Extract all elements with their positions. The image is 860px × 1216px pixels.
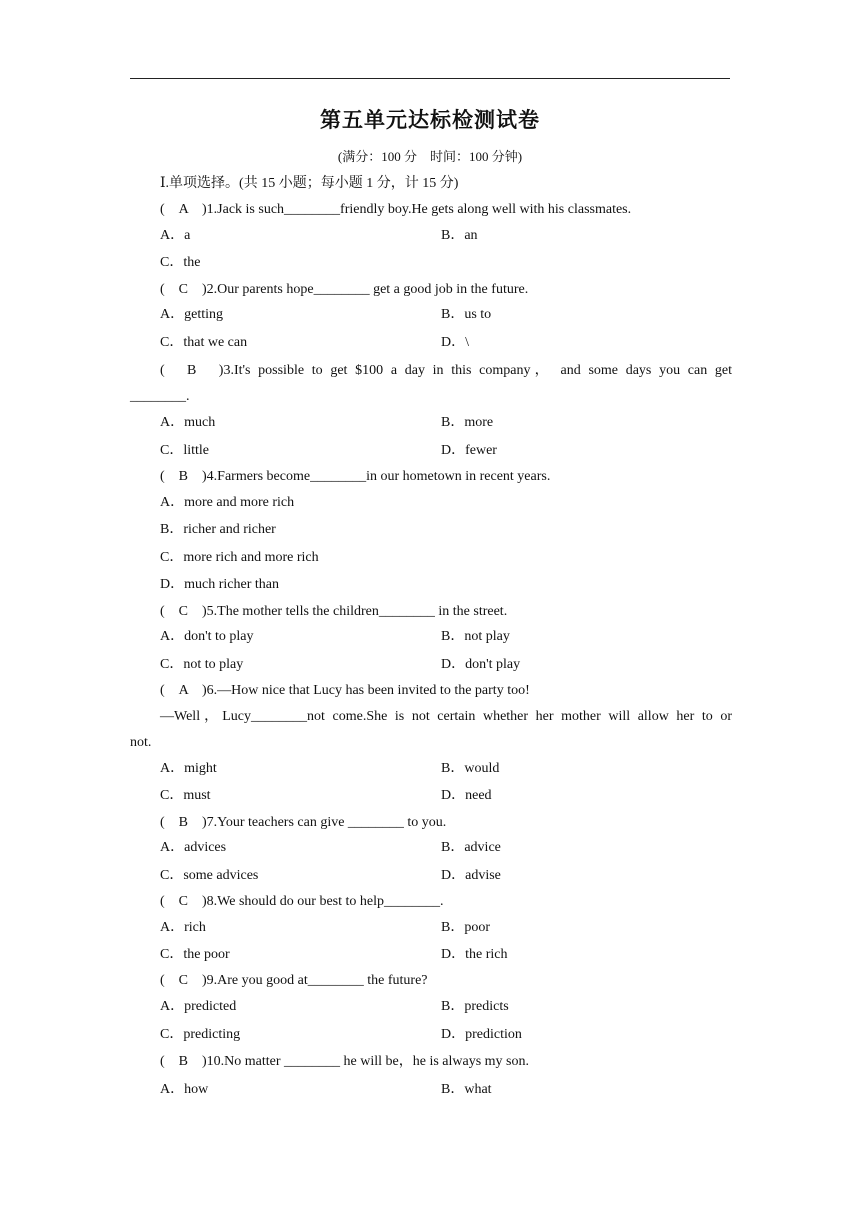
question-2-stem: ( C )2.Our parents hope________ get a good job in the future. [160, 282, 529, 297]
question-7-option-a: A．advices [160, 840, 227, 855]
question-5-option-a: A．don't to play [160, 629, 254, 644]
question-8-option-a: A．rich [160, 920, 206, 935]
question-6-option-d: D．need [441, 788, 492, 803]
question-8-option-c: C．the poor [160, 947, 230, 962]
section-heading: Ⅰ.单项选择。(共 15 小题；每小题 1 分，计 15 分) [160, 176, 459, 191]
question-8-stem: ( C )8.We should do our best to help________. [160, 894, 444, 909]
question-3-option-d: D．fewer [441, 443, 497, 458]
question-7-option-d: D．advise [441, 868, 501, 883]
question-5-stem: ( C )5.The mother tells the children________ in the street. [160, 604, 508, 619]
question-1-option-b: B．an [441, 228, 478, 243]
question-6-stem: ( A )6.—How nice that Lucy has been invited to the party too! [160, 683, 530, 698]
question-3-stem: ( B )3.It's possible to get $100 a day in this company， and some days you can get [160, 363, 732, 378]
question-9-option-d: D．prediction [441, 1027, 522, 1042]
question-6-dialogue-continued: not. [130, 735, 152, 750]
question-6-option-b: B．would [441, 761, 500, 776]
question-2-option-a: A．getting [160, 307, 223, 322]
question-3-option-b: B．more [441, 415, 494, 430]
question-2-option-c: C．that we can [160, 335, 248, 350]
question-4-option-c: C．more rich and more rich [160, 550, 319, 565]
question-5-option-c: C．not to play [160, 657, 244, 672]
question-6-option-a: A．might [160, 761, 217, 776]
question-10-option-a: A．how [160, 1082, 209, 1097]
question-1-option-c: C．the [160, 255, 201, 270]
score-time-info: (满分：100 分 时间：100 分钟) [337, 149, 523, 164]
question-4-option-a: A．more and more rich [160, 495, 295, 510]
question-4-option-d: D．much richer than [160, 577, 279, 592]
question-5-option-b: B．not play [441, 629, 510, 644]
question-2-option-b: B．us to [441, 307, 492, 322]
question-2-option-d: D．\ [441, 335, 469, 350]
question-7-option-c: C．some advices [160, 868, 259, 883]
question-3-option-c: C．little [160, 443, 209, 458]
question-9-option-b: B．predicts [441, 999, 509, 1014]
question-8-option-d: D．the rich [441, 947, 508, 962]
question-10-stem: ( B )10.No matter ________ he will be，he is always my son. [160, 1054, 530, 1069]
question-10-option-b: B．what [441, 1082, 492, 1097]
header-rule [130, 78, 730, 79]
question-9-option-c: C．predicting [160, 1027, 241, 1042]
question-9-option-a: A．predicted [160, 999, 237, 1014]
question-1-option-a: A．a [160, 228, 191, 243]
question-7-stem: ( B )7.Your teachers can give ________ to you. [160, 815, 447, 830]
question-8-option-b: B．poor [441, 920, 490, 935]
page-title: 第五单元达标检测试卷 [320, 108, 540, 132]
question-3-option-a: A．much [160, 415, 216, 430]
question-4-option-b: B．richer and richer [160, 522, 276, 537]
question-4-stem: ( B )4.Farmers become________in our hometown in recent years. [160, 469, 551, 484]
question-9-stem: ( C )9.Are you good at________ the future? [160, 973, 428, 988]
question-6-option-c: C．must [160, 788, 211, 803]
question-3-stem-continued: ________. [130, 389, 190, 404]
question-7-option-b: B．advice [441, 840, 501, 855]
question-6-dialogue: —Well，Lucy________not come.She is not certain whether her mother will allow her to or [160, 709, 732, 724]
question-1-stem: ( A )1.Jack is such________friendly boy.He gets along well with his classmates. [160, 202, 632, 217]
question-5-option-d: D．don't play [441, 657, 521, 672]
